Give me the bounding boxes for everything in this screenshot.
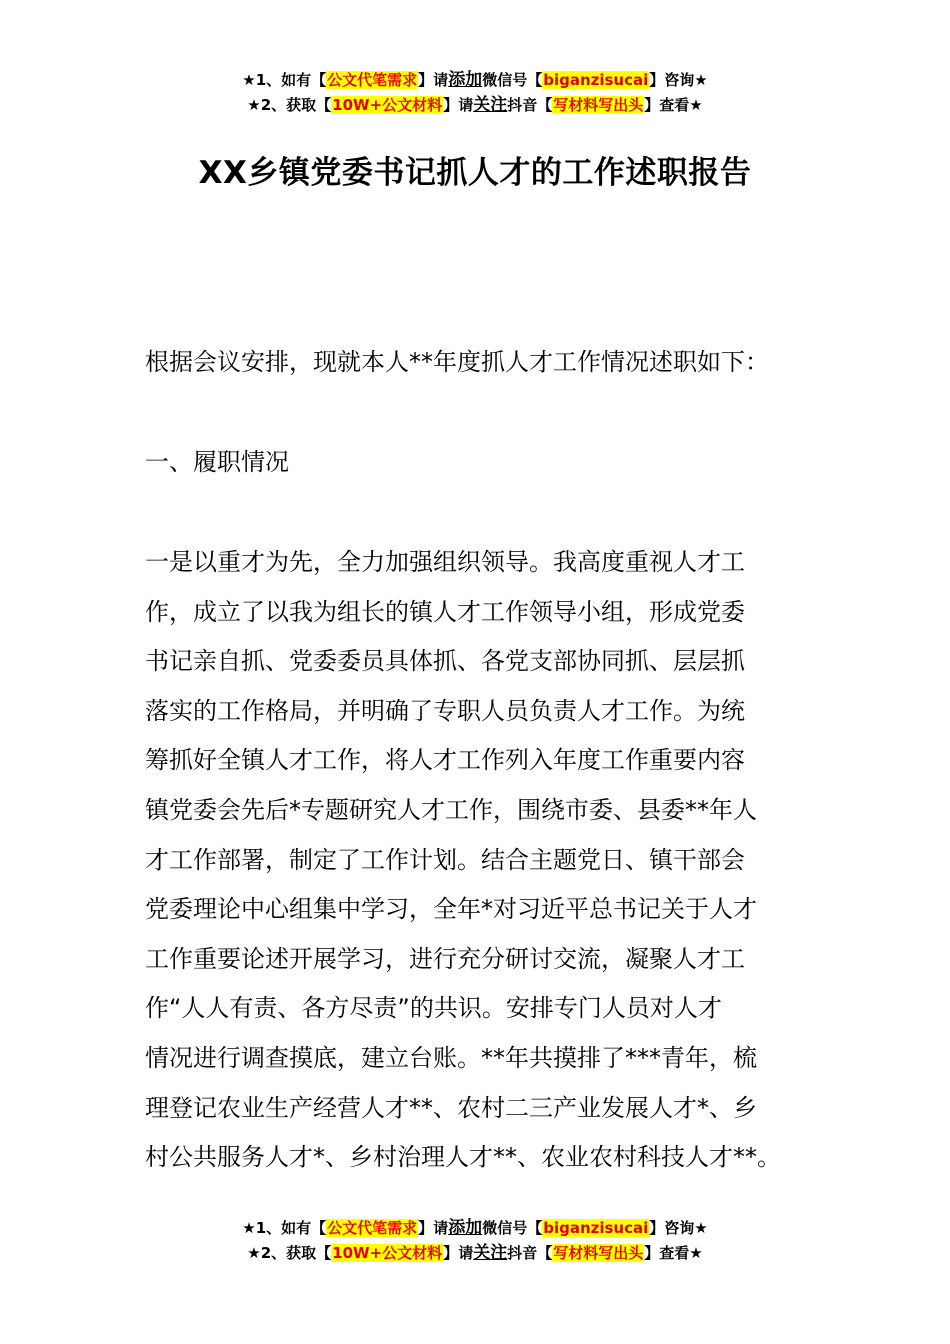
star-icon: ★ <box>689 1244 703 1262</box>
banner-douyin-account: 写材料写出头 <box>553 1244 644 1262</box>
star-icon: ★ <box>242 1219 256 1237</box>
banner-line-2: ★2、获取【10W+公文材料】请关注抖音【写材料写出头】查看★ <box>247 95 703 115</box>
banner-emphasis: 关注 <box>473 1243 508 1263</box>
banner-line-1: ★1、如有【公文代笔需求】请添加微信号【biganzisucai】咨询★ <box>242 1218 708 1238</box>
banner-douyin-account: 写材料写出头 <box>553 96 644 114</box>
star-icon: ★ <box>247 96 261 114</box>
star-icon: ★ <box>247 1244 261 1262</box>
paragraph-line: 工作重要论述开展学习，进行充分研讨交流，凝聚人才工 <box>145 944 745 973</box>
banner-line-1: ★1、如有【公文代笔需求】请添加微信号【biganzisucai】咨询★ <box>242 70 708 90</box>
star-icon: ★ <box>694 71 708 89</box>
footer-banner <box>0 1216 950 1266</box>
paragraph-line: 作，成立了以我为组长的镇人才工作领导小组，形成党委 <box>145 597 745 626</box>
header-banner <box>0 68 950 118</box>
banner-emphasis: 添加 <box>448 1218 483 1238</box>
paragraph-line: 落实的工作格局，并明确了专职人员负责人才工作。为统 <box>145 696 745 725</box>
paragraph-line: 作“人人有责、各方尽责”的共识。安排专门人员对人才 <box>145 994 722 1023</box>
banner-wechat-id: biganzisucai <box>543 71 649 89</box>
banner-emphasis: 关注 <box>473 95 508 115</box>
star-icon: ★ <box>689 96 703 114</box>
paragraph-line: 镇党委会先后*专题研究人才工作，围绕市委、县委**年人 <box>145 795 757 824</box>
intro-paragraph: 根据会议安排，现就本人**年度抓人才工作情况述职如下： <box>145 348 769 376</box>
paragraph-line: 理登记农业生产经营人才**、农村二三产业发展人才*、乡 <box>145 1093 757 1122</box>
paragraph-line: 情况进行调查摸底，建立台账。**年共摸排了***青年，梳 <box>145 1043 757 1072</box>
banner-highlight: 公文代笔需求 <box>327 1219 418 1237</box>
star-icon: ★ <box>694 1219 708 1237</box>
banner-highlight: 10W+公文材料 <box>332 1244 443 1262</box>
banner-emphasis: 添加 <box>448 70 483 90</box>
body-paragraph <box>145 538 825 1183</box>
banner-highlight: 10W+公文材料 <box>332 96 443 114</box>
paragraph-line: 筹抓好全镇人才工作，将人才工作列入年度工作重要内容 <box>145 746 745 775</box>
paragraph-line: 党委理论中心组集中学习，全年*对习近平总书记关于人才 <box>145 895 757 924</box>
banner-line-2: ★2、获取【10W+公文材料】请关注抖音【写材料写出头】查看★ <box>247 1243 703 1263</box>
banner-wechat-id: biganzisucai <box>543 1219 649 1237</box>
paragraph-line: 村公共服务人才*、乡村治理人才**、农业农村科技人才**。 <box>145 1143 781 1172</box>
section-heading: 一、履职情况 <box>145 448 289 476</box>
banner-highlight: 公文代笔需求 <box>327 71 418 89</box>
document-title: XX乡镇党委书记抓人才的工作述职报告 <box>198 155 752 191</box>
paragraph-line: 才工作部署，制定了工作计划。结合主题党日、镇干部会 <box>145 845 745 874</box>
paragraph-line: 一是以重才为先，全力加强组织领导。我高度重视人才工 <box>145 548 745 576</box>
star-icon: ★ <box>242 71 256 89</box>
paragraph-line: 书记亲自抓、党委委员具体抓、各党支部协同抓、层层抓 <box>145 647 745 676</box>
